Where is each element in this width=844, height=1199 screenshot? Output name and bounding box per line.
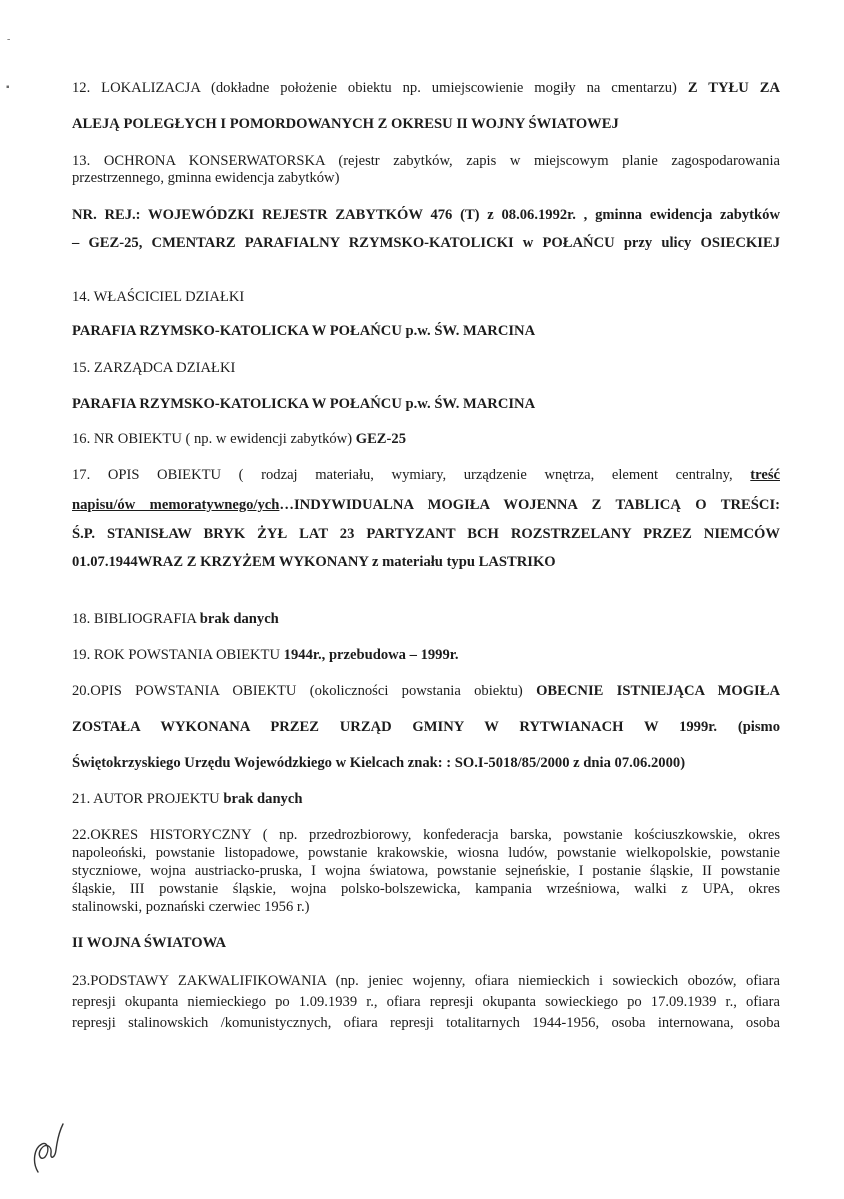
field-22-line-1: 22.OKRES HISTORYCZNY ( np. przedrozbiorowy, konfederacja barska, powstanie kościuszkowskie, okres (72, 827, 780, 843)
field-20-value-a: OBECNIE ISTNIEJĄCA MOGIŁA (536, 683, 780, 699)
field-22-line-4: śląskie, III powstanie śląskie, wojna polsko-bolszewicka, kampania wrześniowa, walki z UPA, okres (72, 881, 780, 897)
scan-speck: ▪ (6, 82, 10, 93)
field-16-label: 16. NR OBIEKTU ( np. w ewidencji zabytków) (72, 431, 353, 447)
field-21-value: brak danych (223, 791, 303, 807)
field-22-value: II WOJNA ŚWIATOWA (72, 935, 227, 951)
handwritten-initials (28, 1118, 68, 1174)
field-19-label: 19. ROK POWSTANIA OBIEKTU (72, 647, 281, 663)
field-22-line-3: styczniowe, wojna austriacko-pruska, I wojna światowa, powstanie sejneńskie, I postanie śląskie, II powstanie (72, 863, 780, 879)
field-15-label: 15. ZARZĄDCA DZIAŁKI (72, 360, 236, 376)
field-14-value: PARAFIA RZYMSKO-KATOLICKA W POŁAŃCU p.w. ŚW. MARCINA (72, 323, 536, 339)
field-13-label-a: 13. OCHRONA KONSERWATORSKA (rejestr zabytków, zapis w miejscowym planie zagospodarowania (72, 153, 780, 169)
field-22-line-5: stalinowski, poznański czerwiec 1956 r.) (72, 899, 310, 915)
field-17-underlined-a: treść (750, 467, 780, 483)
field-23-line-2: represji okupanta niemieckiego po 1.09.1939 r., ofiara represji okupanta sowieckiego po 17.09.1939 r., ofiara (72, 994, 780, 1010)
field-19-value: 1944r., przebudowa – 1999r. (283, 647, 459, 663)
field-23-line-1: 23.PODSTAWY ZAKWALIFIKOWANIA (np. jeniec wojenny, ofiara niemieckich i sowieckich obozów, ofiara (72, 973, 780, 989)
field-17-label: 17. OPIS OBIEKTU ( rodzaj materiału, wymiary, urządzenie wnętrza, element centralny, (72, 467, 733, 483)
scan-speck: - (7, 34, 11, 45)
field-12-label: 12. LOKALIZACJA (dokładne położenie obiektu np. umiejscowienie mogiły na cmentarzu) (72, 80, 677, 96)
field-23-line-3: represji stalinowskich /komunistycznych, ofiara represji totalitarnych 1944-1956, osoba internowana, osoba (72, 1015, 780, 1031)
field-17-line-1 (72, 467, 780, 484)
field-20-value-b: ZOSTAŁA WYKONANA PRZEZ URZĄD GMINY W RYTWIANACH W 1999r. (pismo (72, 719, 780, 735)
field-17-underlined-b: napisu/ów memoratywnego/ych (72, 497, 280, 513)
field-12-value-b: ALEJĄ POLEGŁYCH I POMORDOWANYCH Z OKRESU II WOJNY ŚWIATOWEJ (72, 116, 619, 132)
field-21-line (72, 791, 780, 808)
field-22-line-2: napoleoński, powstanie listopadowe, powstanie krakowskie, wiosna ludów, powstanie wielkopolskie, powstanie (72, 845, 780, 861)
field-19-line (72, 647, 780, 664)
field-18-label: 18. BIBLIOGRAFIA (72, 611, 197, 627)
field-20-line-1 (72, 683, 780, 700)
field-13-label-b: przestrzennego, gminna ewidencja zabytków) (72, 170, 340, 186)
field-16-line (72, 431, 780, 448)
field-12-value-a: Z TYŁU ZA (687, 80, 780, 96)
field-20-label: 20.OPIS POWSTANIA OBIEKTU (okoliczności powstania obiektu) (72, 683, 523, 699)
field-18-line (72, 611, 780, 628)
field-21-label: 21. AUTOR PROJEKTU (72, 791, 220, 807)
field-17-value-a: …INDYWIDUALNA MOGIŁA WOJENNA Z TABLICĄ O TREŚCI: (279, 497, 780, 513)
field-17-value-c: 01.07.1944WRAZ Z KRZYŻEM WYKONANY z materiału typu LASTRIKO (72, 554, 556, 570)
field-13-value-b: – GEZ-25, CMENTARZ PARAFIALNY RZYMSKO-KATOLICKI w POŁAŃCU przy ulicy OSIECKIEJ (72, 235, 780, 251)
field-17-line-2 (72, 497, 780, 514)
field-14-label: 14. WŁAŚCICIEL DZIAŁKI (72, 289, 245, 305)
field-16-value: GEZ-25 (355, 431, 406, 447)
field-12-line-1 (72, 80, 780, 97)
field-17-value-b: Ś.P. STANISŁAW BRYK ŻYŁ LAT 23 PARTYZANT BCH ROZSTRZELANY PRZEZ NIEMCÓW (72, 526, 780, 542)
field-18-value: brak danych (199, 611, 279, 627)
field-20-value-c: Świętokrzyskiego Urzędu Wojewódzkiego w Kielcach znak: : SO.I-5018/85/2000 z dnia 07.06.2000) (72, 755, 686, 771)
field-13-value-a: NR. REJ.: WOJEWÓDZKI REJESTR ZABYTKÓW 476 (T) z 08.06.1992r. , gminna ewidencja zabytków (72, 207, 780, 223)
field-15-value: PARAFIA RZYMSKO-KATOLICKA W POŁAŃCU p.w. ŚW. MARCINA (72, 396, 536, 412)
